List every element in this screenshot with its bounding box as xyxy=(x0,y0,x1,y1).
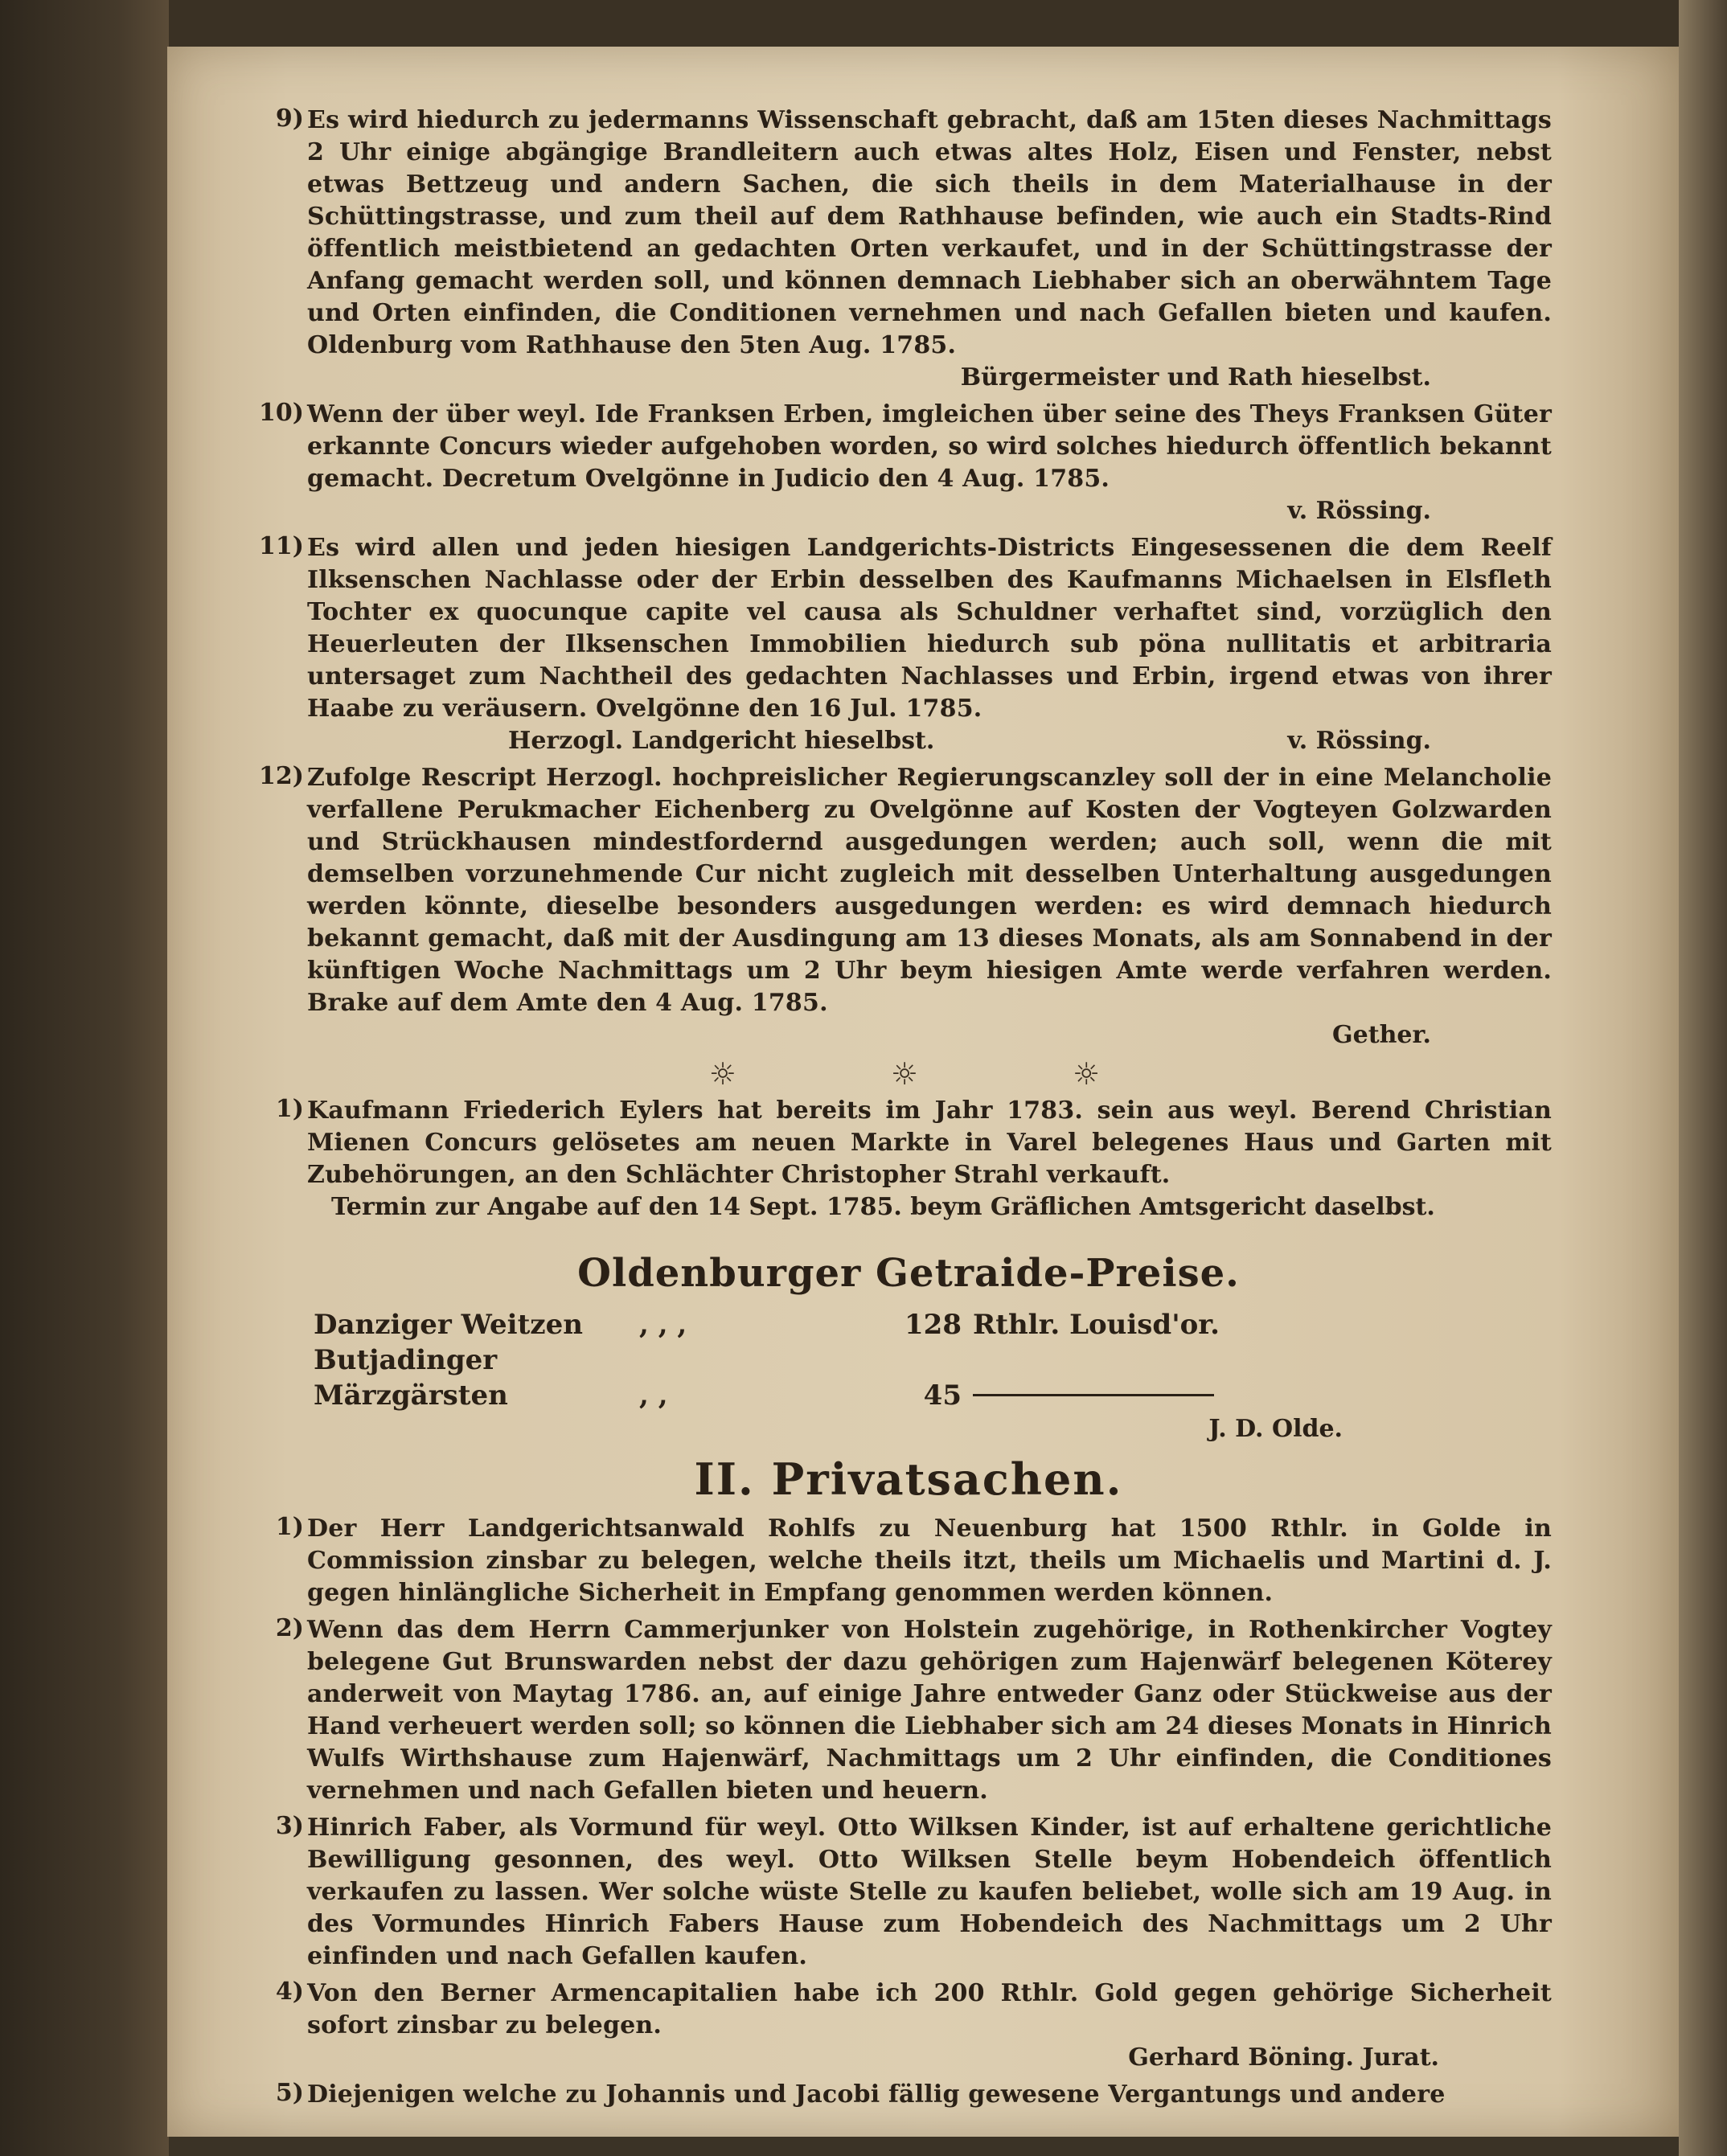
private-notice-4 xyxy=(265,1978,1552,2074)
notice-12 xyxy=(259,762,1552,1051)
private-notice-5 xyxy=(265,2079,1552,2111)
entry-text: Kaufmann Friederich Eylers hat bereits im Jahr 1783. sein aus weyl. Berend Christian Mienen Concurs gelösetes am neuen Markte in Varel belegenes Haus und Garten mit Zubehörungen, an den Schlächter Christopher Strahl verkauft. xyxy=(307,1096,1552,1189)
price-table xyxy=(314,1307,1262,1413)
signature-right: v. Rössing. xyxy=(1287,727,1431,755)
signature-left: Herzogl. Landgericht hieselbst. xyxy=(508,727,935,755)
entry-text: Wenn der über weyl. Ide Franksen Erben, imgleichen über seine des Theys Franksen Güter erkannte Concurs wieder aufgehoben worden, so wird solches hiedurch öffentlich bekannt gemacht. Decretum Ovelgönne in Judicio den 4 Aug. 1785. xyxy=(307,400,1552,493)
scan-border-right xyxy=(1679,0,1727,2156)
price-item-dots: , , xyxy=(639,1379,668,1412)
private-notice-3 xyxy=(265,1812,1552,1973)
entry-number: 4) xyxy=(275,1978,304,2006)
ornament-divider: ☼ ☼ ☼ xyxy=(708,1056,1173,1092)
entry-number: 10) xyxy=(259,399,304,427)
price-row xyxy=(314,1307,1262,1342)
notice-11 xyxy=(259,532,1552,757)
price-dash xyxy=(973,1394,1214,1396)
entry-number: 9) xyxy=(275,105,304,133)
notice-9 xyxy=(265,105,1552,394)
notice-10 xyxy=(259,399,1552,527)
price-item-name: Danziger Weitzen xyxy=(314,1309,583,1341)
prices-heading: Oldenburger Getraide-Preise. xyxy=(577,1251,1240,1296)
page-content xyxy=(259,105,1552,2116)
private-heading: II. Privatsachen. xyxy=(694,1453,1123,1505)
entry-text: Wenn das dem Herrn Cammerjunker von Holstein zugehörige, in Rothenkircher Vogtey belegene Gut Brunswarden nebst der dazu gehörigen zum Hajenwärf belegenen Köterey anderweit von Maytag 1786. an, auf einige Jahre entweder Ganz oder Stückweise aus der Hand verheuert werden soll; so können die Liebhaber sich am 24 dieses Monats in Hinrich Wulfs Wirthshause zum Hajenwärf, Nachmittags um 2 Uhr einfinden, die Conditiones vernehmen und nach Gefallen bieten und heuern. xyxy=(307,1616,1552,1805)
price-item-dots: , , , xyxy=(639,1309,687,1341)
entry-number: 12) xyxy=(259,762,304,790)
entry-text: Es wird hiedurch zu jedermanns Wissenschaft gebracht, daß am 15ten dieses Nachmittags 2 Uhr einige abgängige Brandleitern auch etwas altes Holz, Eisen und Fenster, nebst etwas Bettzeug und andern Sachen, die sich theils in dem Materialhause in der Schüttingstrasse, und zum theil auf dem Rathhause befinden, wie auch ein Stadts-Rind öffentlich meistbietend an gedachten Orten verkaufet, und in der Schüttingstrasse der Anfang gemacht werden soll, und können demnach Liebhaber sich an oberwähntem Tage und Orten einfinden, die Conditionen vernehmen und nach Gefallen bieten und kaufen. Oldenburg vom Rathhause den 5ten Aug. 1785. xyxy=(307,106,1552,359)
prices-signature: J. D. Olde. xyxy=(1208,1415,1343,1443)
price-item-unit xyxy=(973,1342,1262,1413)
price-item-unit: Rthlr. Louisd'or. xyxy=(973,1309,1220,1341)
entry-number: 1) xyxy=(275,1513,304,1541)
entry-text: Es wird allen und jeden hiesigen Landgerichts-Districts Eingesessenen die dem Reelf Ilksenschen Nachlasse oder der Erbin desselben des Kaufmanns Michaelsen in Elsfleth Tochter ex quocunque capite vel causa als Schuldner verhaftet sind, vorzüglich den Heuerleuten der Ilksenschen Immobilien hiedurch sub pöna nullitatis et arbitraria untersaget zum Nachtheil des gedachten Nachlasses und Erbin, irgend etwas von ihrer Haabe zu veräusern. Ovelgönne den 16 Jul. 1785. xyxy=(307,534,1552,723)
entry-signature: v. Rössing. xyxy=(1287,497,1431,525)
termin-line: Termin zur Angabe auf den 14 Sept. 1785. beym Gräflichen Amtsgericht daselbst. xyxy=(331,1193,1435,1221)
price-item-value: 45 xyxy=(923,1379,962,1412)
entry-text: Von den Berner Armencapitalien habe ich 200 Rthlr. Gold gegen gehörige Sicherheit sofort zinsbar zu belegen. xyxy=(307,1979,1552,2039)
entry-number: 3) xyxy=(275,1812,304,1840)
entry-signature-row xyxy=(307,725,1552,757)
varel-notice-1 xyxy=(265,1095,1552,1224)
entry-signature: Bürgermeister und Rath hieselbst. xyxy=(960,363,1431,391)
price-item-name: Butjadinger Märzgärsten xyxy=(314,1344,508,1412)
private-notice-1 xyxy=(265,1513,1552,1609)
scan-border-top xyxy=(0,0,1727,51)
entry-number: 2) xyxy=(275,1614,304,1642)
entry-text: Diejenigen welche zu Johannis und Jacobi fällig gewesene Vergantungs und andere xyxy=(307,2080,1446,2109)
price-row xyxy=(314,1342,1262,1413)
entry-text: Der Herr Landgerichtsanwald Rohlfs zu Neuenburg hat 1500 Rthlr. in Golde in Commission zinsbar zu belegen, welche theils itzt, theils um Michaelis und Martini d. J. gegen hinlängliche Sicherheit in Empfang genommen werden können. xyxy=(307,1515,1552,1607)
scan-border-left xyxy=(0,0,169,2156)
private-notice-2 xyxy=(265,1614,1552,1807)
entry-number: 1) xyxy=(275,1095,304,1123)
entry-signature: Gether. xyxy=(1332,1021,1431,1049)
entry-text: Zufolge Rescript Herzogl. hochpreislicher Regierungscanzley soll der in eine Melancholie verfallene Perukmacher Eichenberg zu Ovelgönne auf Kosten der Vogteyen Golzwarden und Strückhausen mindestfordernd ausgedungen werden; auch soll, wenn die mit demselben vorzunehmende Cur nicht zugleich mit desselben Unterhaltung ausgedungen werden könnte, dieselbe besonders ausgedungen werden: es wird demnach hiedurch bekannt gemacht, daß mit der Ausdingung am 13 dieses Monats, als am Sonnabend in der künftigen Woche Nachmittags um 2 Uhr beym hiesigen Amte werde verfahren werden. Brake auf dem Amte den 4 Aug. 1785. xyxy=(307,764,1552,1017)
price-item-value: 128 xyxy=(905,1309,962,1341)
entry-number: 5) xyxy=(275,2079,304,2107)
entry-text: Hinrich Faber, als Vormund für weyl. Otto Wilksen Kinder, ist auf erhaltene gerichtliche Bewilligung gesonnen, des weyl. Otto Wilksen Stelle beym Hobendeich öffentlich verkaufen zu lassen. Wer solche wüste Stelle zu kaufen beliebet, wolle sich am 19 Aug. in des Vormundes Hinrich Fabers Hause zum Hobendeich des Nachmittags um 2 Uhr einfinden und nach Gefallen kaufen. xyxy=(307,1814,1552,1970)
entry-number: 11) xyxy=(259,532,304,560)
entry-signature: Gerhard Böning. Jurat. xyxy=(1128,2043,1439,2072)
